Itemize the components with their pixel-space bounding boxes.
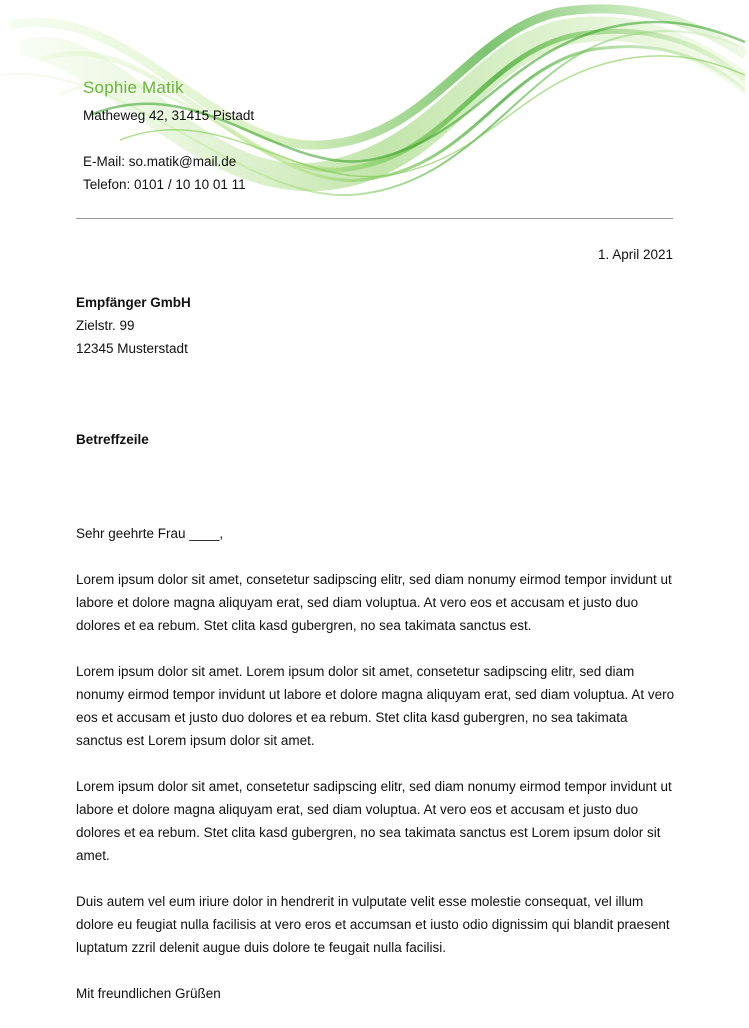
sender-address: Matheweg 42, 31415 Pistadt <box>83 108 255 123</box>
body-paragraph-3: Lorem ipsum dolor sit amet, consetetur sadipscing elitr, sed diam nonumy eirmod tempor invidunt ut labore et dolore magna aliquyam erat, sed diam voluptua. At vero eos et accusam et justo duo dolores et ea rebum. Stet clita kasd gubergren, no sea takimata sanctus est Lorem ipsum dolor sit amet. <box>76 779 672 863</box>
header-divider <box>76 218 673 219</box>
sender-email: E-Mail: so.matik@mail.de <box>83 154 237 169</box>
recipient-block <box>76 291 191 360</box>
salutation: Sehr geehrte Frau ____, <box>76 526 224 541</box>
sender-name: Sophie Matik <box>83 78 184 97</box>
subject-line: Betreffzeile <box>76 432 149 447</box>
sender-phone: Telefon: 0101 / 10 10 01 11 <box>83 177 246 192</box>
body-paragraph-1: Lorem ipsum dolor sit amet, consetetur sadipscing elitr, sed diam nonumy eirmod tempor invidunt ut labore et dolore magna aliquyam erat, sed diam voluptua. At vero eos et accusam et justo duo dolores et ea rebum. Stet clita kasd gubergren, no sea takimata sanctus est. <box>76 572 672 633</box>
body-paragraph-2: Lorem ipsum dolor sit amet. Lorem ipsum dolor sit amet, consetetur sadipscing elitr, sed diam nonumy eirmod tempor invidunt ut labore et dolore magna aliquyam erat, sed diam voluptua. At vero eos et accusam et justo duo dolores et ea rebum. Stet clita kasd gubergren, no sea takimata sanctus est Lorem ipsum dolor sit amet. <box>76 664 675 748</box>
sender-block <box>83 78 254 196</box>
body-paragraph-4: Duis autem vel eum iriure dolor in hendrerit in vulputate velit esse molestie consequat, vel illum dolore eu feugiat nulla facilisis at vero eros et accumsan et iusto odio dignissim qui blandit praesent luptatum zzril delenit augue duis dolore te feugait nulla facilisi. <box>76 894 670 955</box>
closing: Mit freundlichen Grüßen <box>76 986 221 1001</box>
recipient-name: Empfänger GmbH <box>76 295 191 310</box>
recipient-city: 12345 Musterstadt <box>76 341 188 356</box>
recipient-street: Zielstr. 99 <box>76 318 135 333</box>
letter-body <box>76 522 676 1028</box>
letter-date: 1. April 2021 <box>597 247 673 262</box>
